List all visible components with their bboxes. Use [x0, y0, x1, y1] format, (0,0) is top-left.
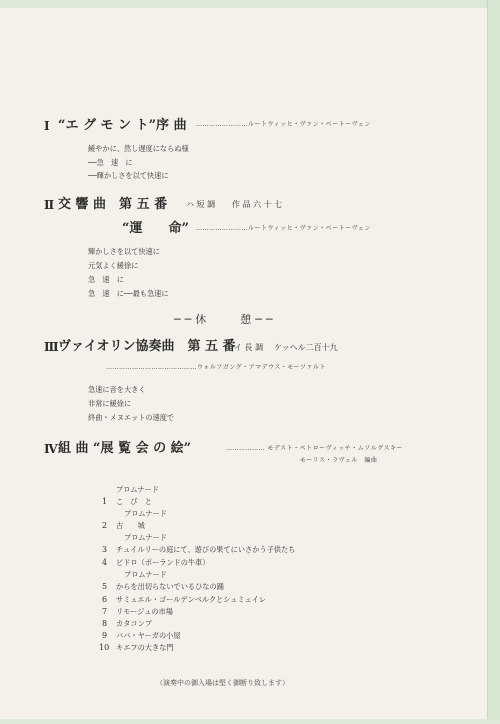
item1-movement-3: ──輝かしさを以て快速に: [88, 171, 169, 180]
piece-title: チュイルリーの庭にて、遊びの果てにいさかう子供たち: [116, 545, 296, 554]
item2-number: Ⅱ: [44, 198, 55, 212]
piece-number: 4: [102, 558, 108, 567]
item4-arranger: モーリス・ラヴェル 編曲: [300, 457, 378, 464]
item2-key: ハ 短 調: [186, 200, 216, 209]
item1-title: “エ グ モ ン ト”序 曲: [58, 118, 187, 133]
piece-promenade: プロムナード: [124, 570, 167, 579]
item2-title: 交 響 曲 第 五 番: [58, 197, 168, 212]
item2-movement-1: 輝かしさを以て快速に: [88, 247, 160, 256]
item2-opus: 作 品 六 十 七: [232, 200, 283, 209]
piece-number: 5: [102, 582, 108, 591]
page-border-top: [0, 0, 500, 8]
item3-composer: ……………………………………ウォルフガング・アマデウス・モーツァルト: [106, 364, 326, 371]
item1-movement-2: ──急 速 に: [88, 158, 133, 167]
piece-title: カタコンブ: [116, 619, 152, 628]
intermission: ──休 憩──: [174, 313, 277, 326]
item2-movement-3: 急 速 に: [88, 275, 124, 284]
footer-notice: （演奏中の御入場は堅く御断り致します）: [156, 679, 289, 687]
piece-number: 10: [99, 643, 110, 652]
piece-title: キエフの大きな門: [116, 643, 174, 652]
item4-number: Ⅳ: [44, 442, 58, 456]
item3-catalog: ケッヘル二百十九: [274, 343, 338, 352]
piece-title: サミュエル・ゴールデンベルクとシュミュイレ: [116, 595, 267, 604]
item2-movement-2: 元気よく緩徐に: [88, 261, 139, 270]
item4-title: 組 曲 “展 覧 会 の 絵”: [58, 441, 192, 456]
item3-movement-3: 終曲・メヌエットの速度で: [88, 413, 175, 422]
item2-movement-4: 急 速 に──最も急速に: [88, 289, 169, 298]
item3-title: ヴァイオリン協奏曲 第 五 番: [58, 339, 236, 354]
piece-promenade: プロムナード: [116, 485, 159, 494]
piece-number: 7: [102, 607, 108, 616]
piece-number: 3: [102, 545, 108, 554]
page-border-bottom: [0, 719, 500, 724]
piece-title: ババ・ヤーガの小屋: [116, 631, 181, 640]
program-sheet: [0, 8, 488, 719]
piece-title: 古 城: [116, 521, 145, 530]
piece-promenade: プロムナード: [124, 509, 167, 518]
piece-title: リモージュの市場: [116, 607, 173, 616]
item2-composer: ……………………ルートウィッヒ・ヴァン・ベートーヴェン: [196, 225, 371, 232]
piece-number: 8: [102, 619, 108, 628]
piece-number: 9: [102, 631, 108, 640]
piece-title: ビドロ（ポーランドの牛車）: [116, 558, 210, 567]
item3-movement-2: 非常に緩徐に: [88, 399, 132, 408]
piece-number: 6: [102, 595, 108, 604]
piece-number: 2: [102, 521, 108, 530]
item3-movement-1: 急速に音を大きく: [88, 385, 146, 394]
item1-composer: ……………………ルートウィッヒ・ヴァン・ベートーヴェン: [196, 121, 371, 128]
item1-movement-1: 緩やかに、然し遅度にならぬ様: [88, 144, 189, 153]
piece-promenade: プロムナード: [124, 533, 167, 542]
item3-number: Ⅲ: [44, 340, 59, 354]
item4-composer: ……………… モデスト・ペトローヴィッチ・ムソルグスキー: [226, 445, 404, 452]
item1-number: Ⅰ: [44, 119, 50, 133]
piece-number: 1: [102, 497, 108, 506]
item3-key: イ 長 調: [234, 343, 264, 352]
piece-title: こ び と: [116, 497, 152, 506]
piece-title: からを出切らないでいるひなの踊: [116, 582, 224, 591]
page-border-right: [487, 0, 500, 724]
item2-subtitle: “運 命”: [122, 221, 189, 236]
